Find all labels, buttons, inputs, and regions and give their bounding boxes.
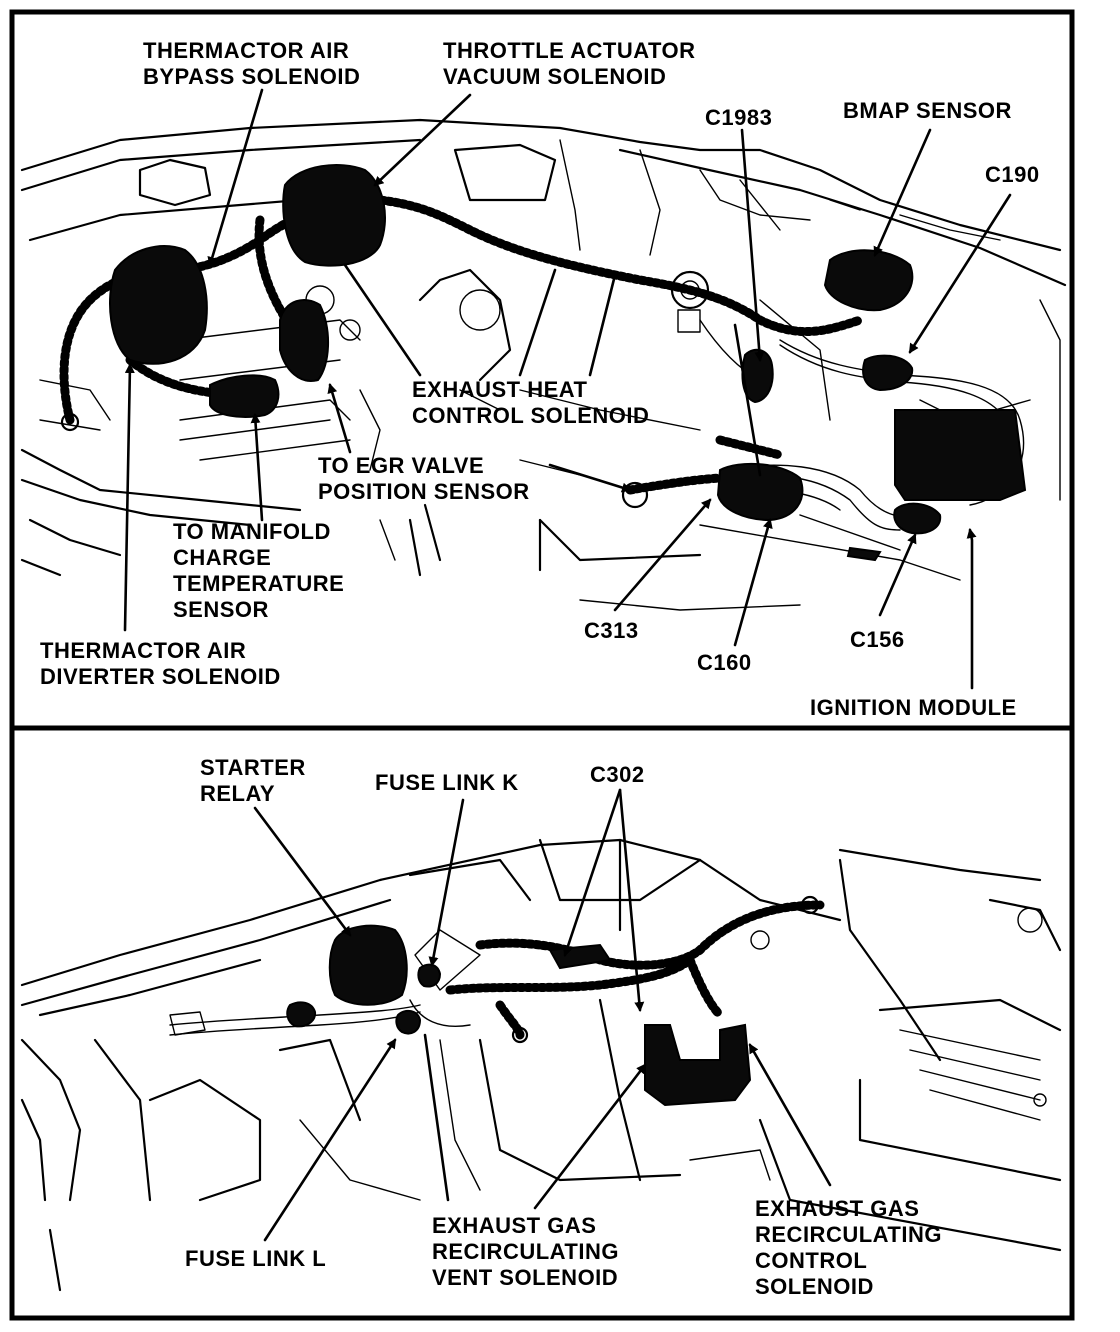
leader-c1983 [742,130,760,360]
label-throttle-actuator-vacuum-solenoid: THROTTLE ACTUATOR VACUUM SOLENOID [443,38,696,89]
leader-c190 [910,195,1010,352]
bottom-leader-lines [255,790,830,1240]
label-c156: C156 [850,627,905,652]
label-fuse-link-l: FUSE LINK L [185,1246,327,1271]
leader-thermactor-diverter [125,365,130,630]
leader-fuse-link-l [265,1040,395,1240]
label-starter-relay: STARTER RELAY [200,755,306,806]
label-c160: C160 [697,650,752,675]
label-exhaust-gas-recirculating-control-solenoid: EXHAUST GAS RECIRCULATING CONTROL SOLENOID [755,1196,942,1299]
leader-starter-relay [255,808,350,935]
leader-c302-a [565,790,620,955]
leader-c160 [735,520,770,645]
leader-fuse-link-k [432,800,463,965]
label-thermactor-air-diverter-solenoid: THERMACTOR AIR DIVERTER SOLENOID [40,638,281,689]
leader-exhaust-heat-1 [345,265,420,375]
label-fuse-link-k: FUSE LINK K [375,770,519,795]
leader-throttle-actuator [375,95,470,185]
leader-exhaust-heat-2 [520,270,555,375]
label-c302: C302 [590,762,645,787]
label-c190: C190 [985,162,1040,187]
label-c313: C313 [584,618,639,643]
label-ignition-module: IGNITION MODULE [810,695,1017,720]
label-to-manifold-charge-temperature-sensor: TO MANIFOLD CHARGE TEMPERATURE SENSOR [173,519,345,622]
leader-fuse-link-l-2 [425,1035,448,1200]
label-exhaust-heat-control-solenoid: EXHAUST HEAT CONTROL SOLENOID [412,377,650,428]
leader-bmap-sensor [875,130,930,255]
label-bmap-sensor: BMAP SENSOR [843,98,1012,123]
leader-exhaust-heat-3 [590,275,615,375]
label-to-egr-valve-position-sensor: TO EGR VALVE POSITION SENSOR [318,453,530,504]
label-c1983: C1983 [705,105,773,130]
label-thermactor-air-bypass-solenoid: THERMACTOR AIR BYPASS SOLENOID [143,38,361,89]
leader-c156 [880,535,915,615]
leader-egr-control [750,1045,830,1185]
leader-egr-valve-position [550,465,630,490]
leader-ignition-module [970,530,972,688]
label-exhaust-gas-recirculating-vent-solenoid: EXHAUST GAS RECIRCULATING VENT SOLENOID [432,1213,619,1290]
leader-manifold-charge [255,415,262,520]
